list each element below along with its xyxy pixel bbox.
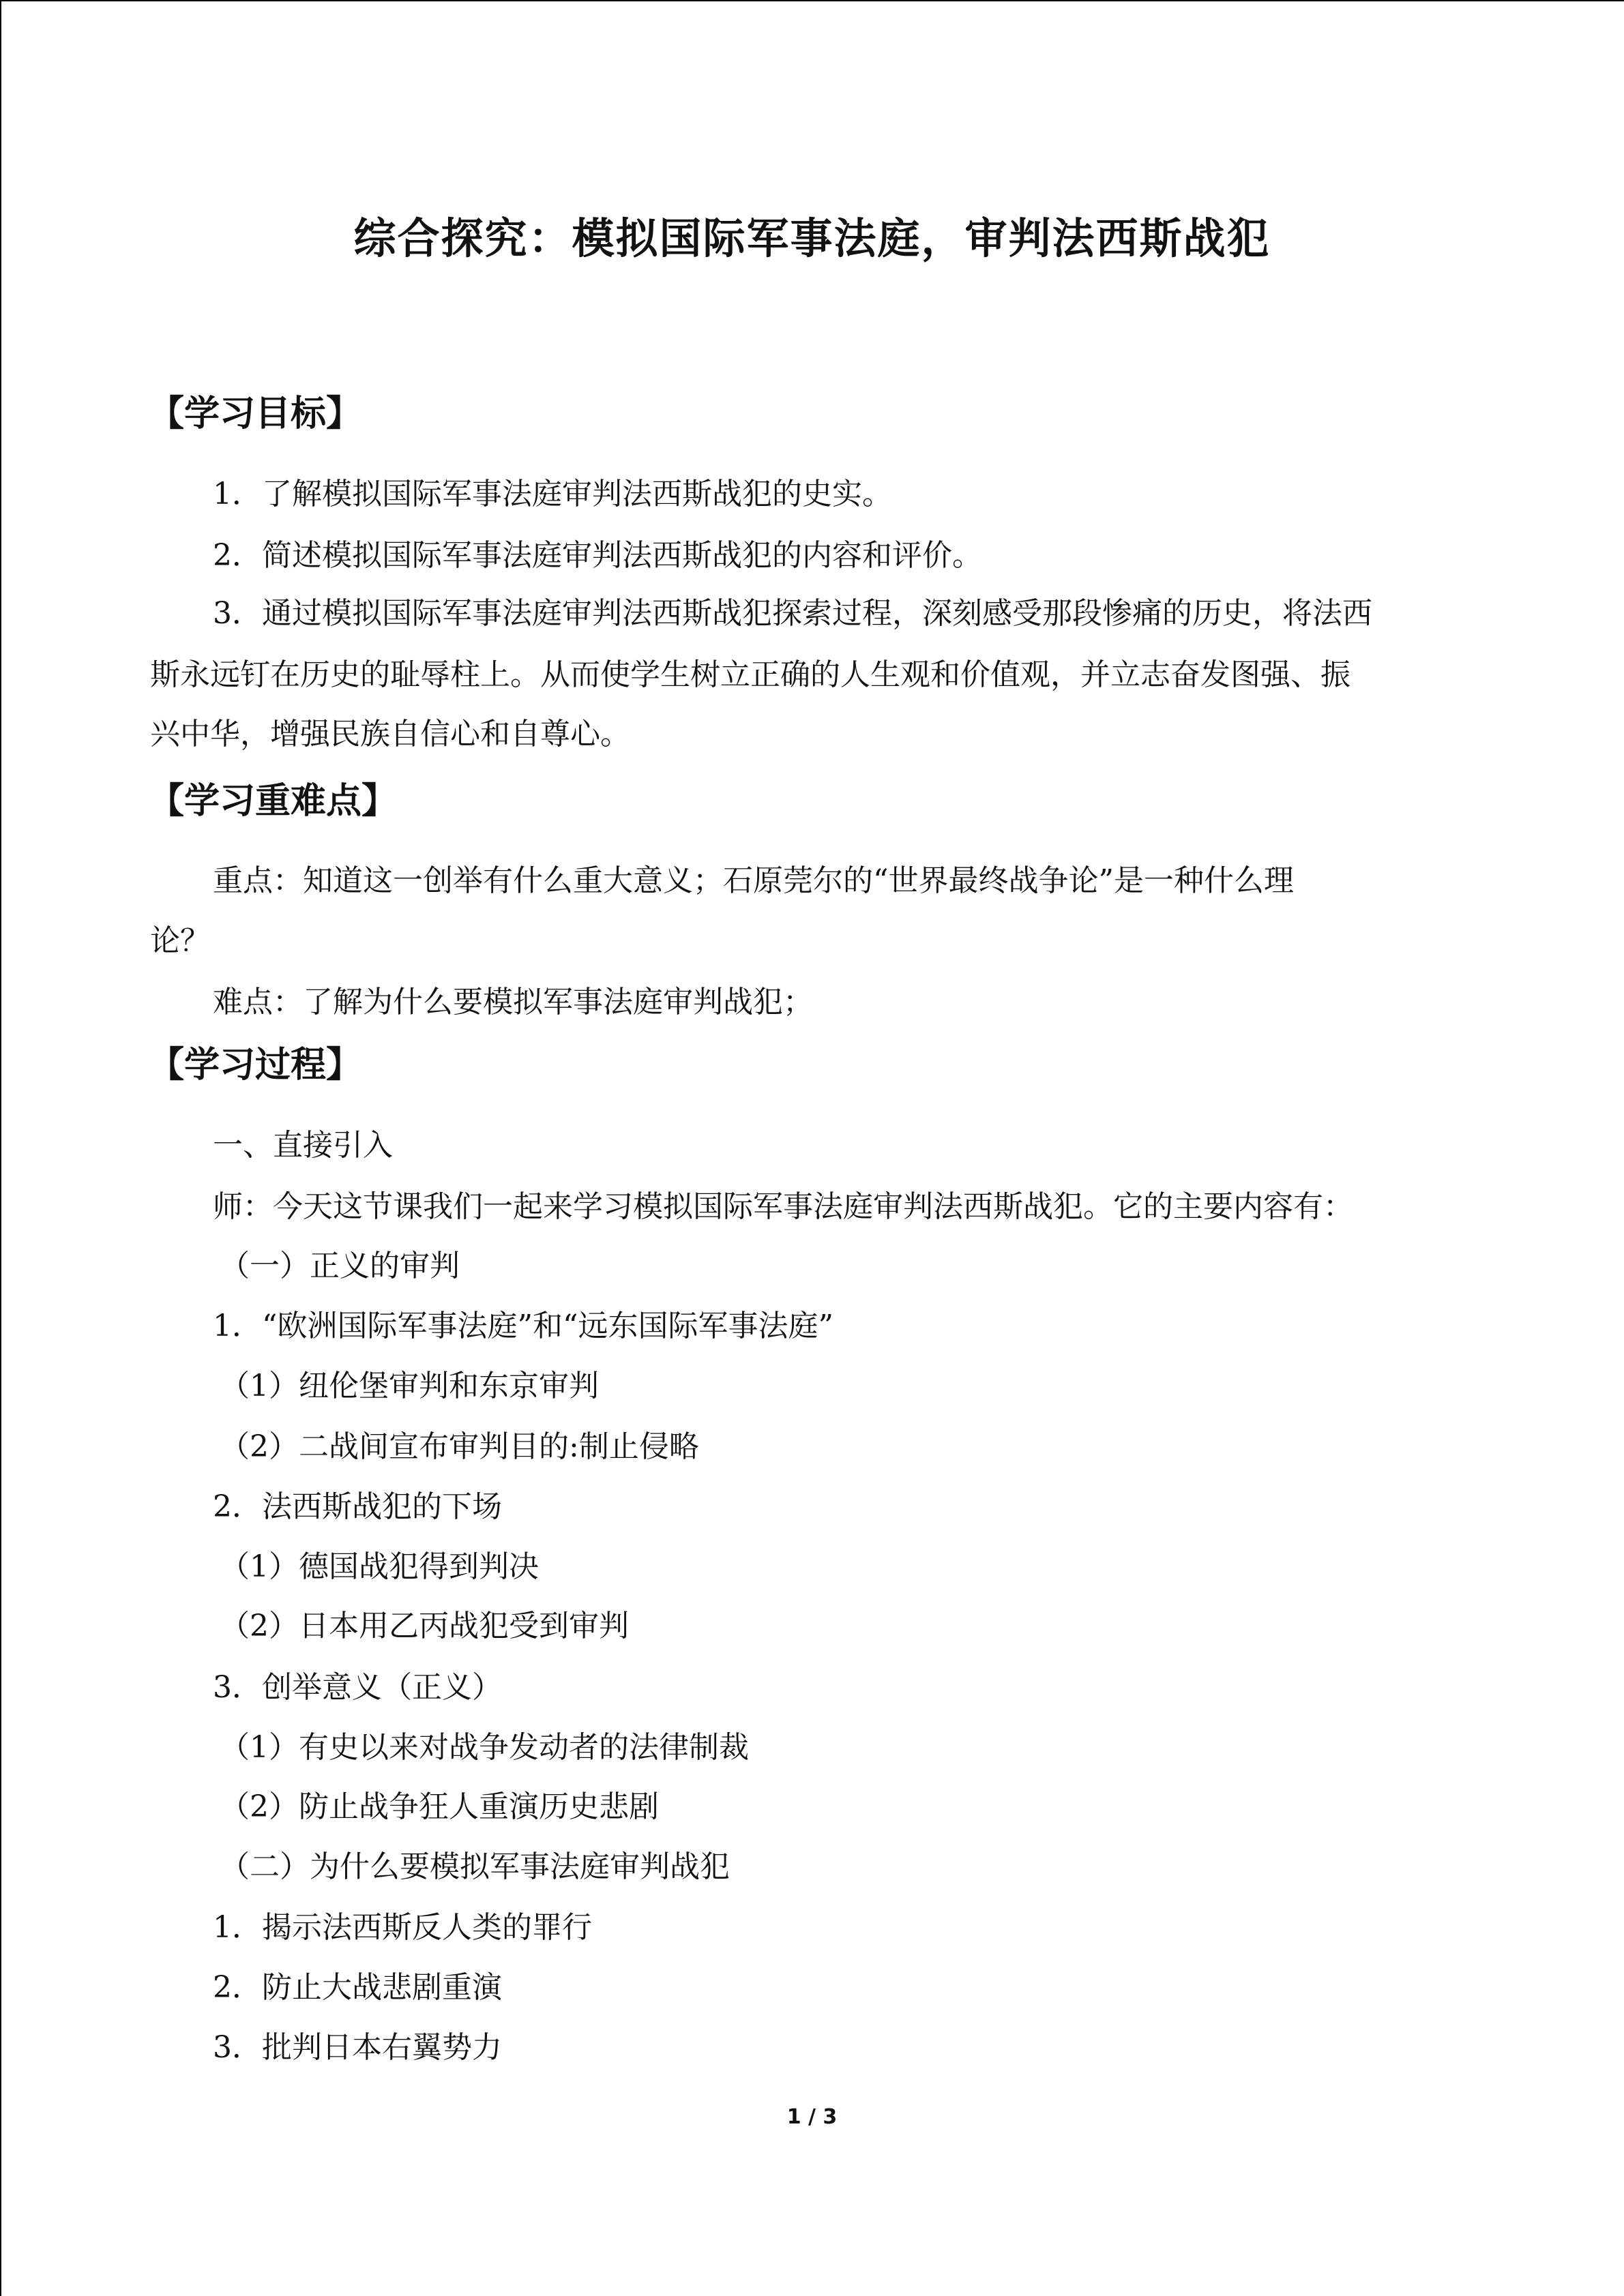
process-line-3: （一）正义的审判 (220, 1249, 460, 1283)
key-point-line-cont: 论？ (150, 923, 210, 958)
process-line-9: （2）日本用乙丙战犯受到审判 (220, 1609, 629, 1643)
process-line-6: （2）二战间宣布审判目的:制止侵略 (220, 1429, 699, 1464)
goal-item-1: 1．了解模拟国际军事法庭审判法西斯战犯的史实。 (213, 477, 892, 511)
process-line-4: 1．“欧洲国际军事法庭”和“远东国际军事法庭” (213, 1309, 833, 1343)
process-line-10: 3．创举意义（正义） (213, 1670, 502, 1705)
goal-item-3-cont-2: 兴中华，增强民族自信心和自尊心。 (150, 717, 630, 751)
process-line-16: 3．批判日本右翼势力 (213, 2030, 502, 2065)
process-line-14: 1．揭示法西斯反人类的罪行 (213, 1910, 592, 1945)
goal-item-3-cont-1: 斯永远钉在历史的耻辱柱上。从而使学生树立正确的人生观和价值观，并立志奋发图强、振 (150, 657, 1350, 692)
process-line-7: 2．法西斯战犯的下场 (213, 1489, 502, 1524)
process-line-11: （1）有史以来对战争发动者的法律制裁 (220, 1730, 749, 1765)
process-line-12: （2）防止战争狂人重演历史悲剧 (220, 1789, 659, 1824)
goal-item-2: 2．简述模拟国际军事法庭审判法西斯战犯的内容和评价。 (213, 538, 982, 573)
goal-item-3: 3．通过模拟国际军事法庭审判法西斯战犯探索过程，深刻感受那段惨痛的历史，将法西 (213, 596, 1372, 631)
process-line-2: 师：今天这节课我们一起来学习模拟国际军事法庭审判法西斯战犯。它的主要内容有： (213, 1189, 1353, 1224)
section-heading-process: 【学习过程】 (149, 1045, 362, 1086)
process-line-13: （二）为什么要模拟军事法庭审判战犯 (220, 1849, 730, 1884)
document-title: 综合探究：模拟国际军事法庭，审判法西斯战犯 (353, 213, 1271, 263)
page-number: 1 / 3 (786, 2105, 838, 2129)
difficulty-line: 难点：了解为什么要模拟军事法庭审判战犯； (213, 985, 813, 1019)
key-point-line: 重点：知道这一创举有什么重大意义；石原莞尔的“世界最终战争论”是一种什么理 (213, 863, 1294, 898)
section-heading-key-points: 【学习重难点】 (149, 781, 398, 822)
section-heading-goals: 【学习目标】 (149, 393, 362, 434)
process-line-8: （1）德国战犯得到判决 (220, 1549, 539, 1584)
process-line-5: （1）纽伦堡审判和东京审判 (220, 1369, 599, 1403)
process-line-15: 2．防止大战悲剧重演 (213, 1970, 502, 2005)
process-line-1: 一、直接引入 (213, 1128, 393, 1163)
